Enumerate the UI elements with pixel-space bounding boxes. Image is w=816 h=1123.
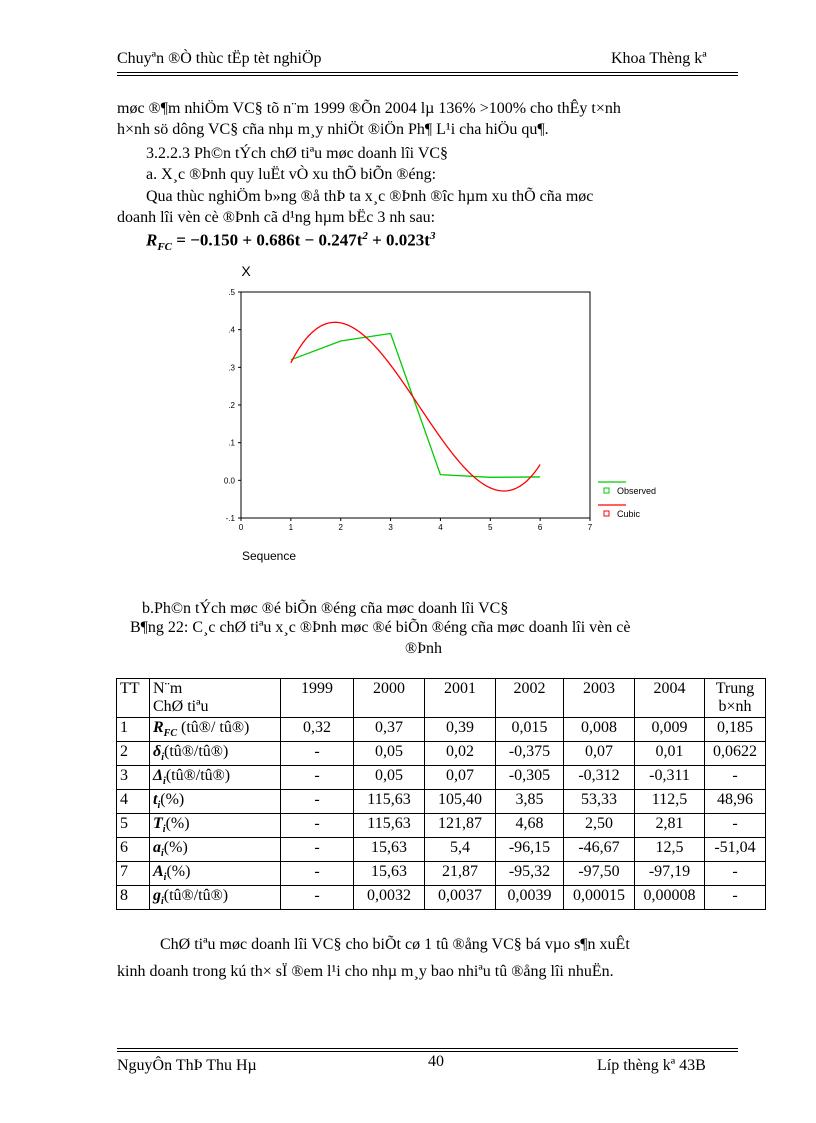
table-cell: 112,5 <box>635 790 705 814</box>
table-cell: 53,33 <box>564 790 635 814</box>
formula-exp2: 2 <box>362 230 368 242</box>
indicator-symbol: A <box>153 863 164 880</box>
row-index: 1 <box>117 718 150 742</box>
formula-lhs-sub: FC <box>157 241 173 254</box>
formula-exp3: 3 <box>429 230 436 242</box>
row-index: 2 <box>117 742 150 766</box>
col-header-year: 2001 <box>425 679 496 718</box>
subheading-b: b.Ph©n tÝch møc ®é biÕn ®éng cña møc doanh lîi VC§ <box>142 600 509 617</box>
row-index: 4 <box>117 790 150 814</box>
paragraph-line: doanh lîi vèn cè ®Þnh cã d¹ng hµm bËc 3 nh sau: <box>117 209 436 226</box>
y-tick-label: .5 <box>228 288 235 297</box>
table-cell: - <box>705 862 766 886</box>
x-tick-label: 2 <box>338 523 343 532</box>
table-cell: 0,07 <box>425 766 496 790</box>
table-cell: - <box>281 790 354 814</box>
table-cell: 115,63 <box>354 790 425 814</box>
col-header-year: 2004 <box>635 679 705 718</box>
indicator-unit: (tû®/tû®) <box>163 887 229 904</box>
y-tick-label: .3 <box>228 363 235 373</box>
indicator-unit: (tû®/tû®) <box>165 767 231 784</box>
indicator-symbol: T <box>153 815 163 832</box>
x-tick-label: 5 <box>488 523 493 532</box>
table-cell: -51,04 <box>705 838 766 862</box>
indicator-symbol: δ <box>153 743 162 760</box>
table-cell: 0,009 <box>635 718 705 742</box>
row-index: 8 <box>117 886 150 910</box>
footer-class: Líp thèng kª 43B <box>597 1057 706 1074</box>
row-indicator <box>150 718 281 742</box>
row-indicator <box>150 838 281 862</box>
table-header-row <box>117 679 766 718</box>
table-cell: 0,00015 <box>564 886 635 910</box>
indicator-subscript: i <box>161 848 164 860</box>
paragraph-line: kinh doanh trong kú th× sÏ ®em l¹i cho nhµ m¸y bao nhiªu tû ®ång lîi nhuËn. <box>117 963 614 980</box>
col-header-name1: N¨m <box>153 680 183 697</box>
legend-observed-label: Observed <box>617 486 657 496</box>
col-header-year: 2000 <box>354 679 425 718</box>
table-cell: 0,39 <box>425 718 496 742</box>
indicator-subscript: i <box>157 800 161 812</box>
formula-rhs-a: = −0.150 + 0.686t − 0.247t <box>172 230 363 250</box>
table-caption-2: ®Þnh <box>405 640 443 657</box>
indicator-unit: (tû®/tû®) <box>163 743 229 760</box>
table-cell: - <box>281 886 354 910</box>
table-cell: 0,05 <box>354 766 425 790</box>
page-number: 40 <box>428 1053 444 1070</box>
footer-author: NguyÔn ThÞ Thu Hµ <box>117 1057 257 1074</box>
x-tick-label: 6 <box>537 523 543 532</box>
table-cell: -0,312 <box>564 766 635 790</box>
formula-lhs: R <box>146 230 158 250</box>
table-cell: 4,68 <box>496 814 564 838</box>
table-cell: - <box>281 742 354 766</box>
y-tick-label: .1 <box>228 438 235 448</box>
table-cell: 48,96 <box>705 790 766 814</box>
col-header-avg2: b×nh <box>718 698 752 715</box>
indicator-subscript: i <box>161 752 164 764</box>
table-cell: - <box>281 862 354 886</box>
col-header-year: 1999 <box>281 679 354 718</box>
x-tick-label: 0 <box>238 523 244 532</box>
indicator-symbol: a <box>153 839 161 856</box>
indicator-unit: (%) <box>160 791 185 808</box>
table-cell: 15,63 <box>354 838 425 862</box>
table-cell: 0,01 <box>635 742 705 766</box>
data-table <box>116 678 766 910</box>
col-header-year: 2002 <box>496 679 564 718</box>
row-indicator <box>150 862 281 886</box>
table-cell: 0,00008 <box>635 886 705 910</box>
table-row <box>117 766 766 790</box>
table-cell: 2,50 <box>564 814 635 838</box>
table-cell: -0,311 <box>635 766 705 790</box>
indicator-subscript: i <box>163 872 167 884</box>
table-row <box>117 862 766 886</box>
cubic-line <box>291 322 540 491</box>
table-cell: 105,40 <box>425 790 496 814</box>
x-tick-label: 1 <box>288 523 294 532</box>
header-left: Chuyªn ®Ò thùc tËp tèt nghiÖp <box>117 50 322 67</box>
table-cell: -95,32 <box>496 862 564 886</box>
table-row <box>117 742 766 766</box>
subheading-a: a. X¸c ®Þnh quy luËt vÒ xu thÕ biÕn ®éng: <box>146 166 437 183</box>
table-cell: 0,185 <box>705 718 766 742</box>
footer-rule <box>117 1048 738 1049</box>
row-index: 6 <box>117 838 150 862</box>
indicator-symbol: t <box>153 791 158 808</box>
table-cell: 0,05 <box>354 742 425 766</box>
table-cell: 21,87 <box>425 862 496 886</box>
row-indicator <box>150 886 281 910</box>
table-cell: - <box>281 838 354 862</box>
row-indicator <box>150 766 281 790</box>
indicator-symbol: g <box>153 887 161 904</box>
paragraph-line: møc ®¶m nhiÖm VC§ tõ n¨m 1999 ®Õn 2004 lµ 136% >100% cho thÊy t×nh <box>117 100 621 117</box>
y-axis-label: X <box>241 263 251 279</box>
indicator-unit: (%) <box>166 863 191 880</box>
table-cell: 0,37 <box>354 718 425 742</box>
table-cell: 5,4 <box>425 838 496 862</box>
table-row <box>117 790 766 814</box>
indicator-subscript: i <box>162 824 166 836</box>
y-tick-label: -.1 <box>225 514 235 523</box>
table-cell: 0,0622 <box>705 742 766 766</box>
legend-observed-marker <box>604 488 609 493</box>
table-cell: 15,63 <box>354 862 425 886</box>
table-cell: -96,15 <box>496 838 564 862</box>
table-row <box>117 814 766 838</box>
table-cell: 0,32 <box>281 718 354 742</box>
table-cell: 0,008 <box>564 718 635 742</box>
col-header-name2: ChØ tiªu <box>153 698 209 715</box>
table-cell: - <box>705 766 766 790</box>
indicator-unit: (%) <box>163 839 188 856</box>
indicator-subscript: i <box>163 776 166 788</box>
x-tick-label: 3 <box>388 523 393 532</box>
observed-line <box>291 333 540 477</box>
x-axis-label: Sequence <box>241 549 297 563</box>
table-cell: 0,02 <box>425 742 496 766</box>
table-row <box>117 886 766 910</box>
formula-rhs-b: + 0.023t <box>367 230 430 250</box>
table-cell: 115,63 <box>354 814 425 838</box>
section-heading: 3.2.2.3 Ph©n tÝch chØ tiªu møc doanh lîi VC§ <box>146 145 449 162</box>
col-header-average <box>705 679 766 718</box>
table-cell: -97,50 <box>564 862 635 886</box>
col-header-avg1: Trung <box>715 680 755 697</box>
paragraph-line: h×nh sö dông VC§ cña nhµ m¸y nhiÖt ®iÖn Ph¶ L¹i cha hiÖu qu¶. <box>117 121 549 138</box>
table-row <box>117 718 766 742</box>
indicator-symbol: R <box>153 719 164 736</box>
indicator-symbol: Δ <box>153 767 164 784</box>
table-cell: 0,0039 <box>496 886 564 910</box>
table-cell: 0,07 <box>564 742 635 766</box>
footer-rule-2 <box>117 1051 738 1052</box>
x-tick-label: 4 <box>438 523 443 532</box>
table-cell: - <box>705 886 766 910</box>
legend-cubic-label: Cubic <box>617 509 641 519</box>
table-row <box>117 838 766 862</box>
row-indicator <box>150 790 281 814</box>
y-tick-label: 0.0 <box>223 476 235 486</box>
paragraph-line: ChØ tiªu møc doanh lîi VC§ cho biÕt cø 1 tû ®ång VC§ bá vµo s¶n xuÊt <box>160 936 630 953</box>
x-tick-label: 7 <box>587 523 593 532</box>
header-right: Khoa Thèng kª <box>611 50 707 67</box>
row-index: 7 <box>117 862 150 886</box>
table-cell: 2,81 <box>635 814 705 838</box>
table-cell: 0,0032 <box>354 886 425 910</box>
row-index: 3 <box>117 766 150 790</box>
table-caption: B¶ng 22: C¸c chØ tiªu x¸c ®Þnh møc ®é biÕn ®éng cña møc doanh lîi vèn cè <box>130 619 631 636</box>
table-cell: 3,85 <box>496 790 564 814</box>
row-indicator <box>150 742 281 766</box>
y-tick-label: .4 <box>228 325 235 335</box>
indicator-subscript: FC <box>163 728 178 740</box>
col-header-name <box>150 679 281 718</box>
indicator-unit: (%) <box>165 815 190 832</box>
indicator-subscript: i <box>161 896 164 908</box>
table-cell: 0,0037 <box>425 886 496 910</box>
col-header-tt: TT <box>117 679 150 718</box>
table-cell: -97,19 <box>635 862 705 886</box>
paragraph-line: Qua thùc nghiÖm b»ng ®å thÞ ta x¸c ®Þnh ®îc hµm xu thÕ cña møc <box>146 188 594 205</box>
table-cell: -0,305 <box>496 766 564 790</box>
y-tick-label: .2 <box>228 401 235 410</box>
row-indicator <box>150 814 281 838</box>
table-cell: - <box>281 814 354 838</box>
table-cell: 12,5 <box>635 838 705 862</box>
indicator-unit: (tû®/ tû®) <box>177 719 250 736</box>
table-cell: - <box>281 766 354 790</box>
col-header-year: 2003 <box>564 679 635 718</box>
table-cell: - <box>705 814 766 838</box>
row-index: 5 <box>117 814 150 838</box>
table-cell: 121,87 <box>425 814 496 838</box>
table-body <box>117 718 766 910</box>
legend-cubic-marker <box>604 511 609 516</box>
table-cell: -0,375 <box>496 742 564 766</box>
table-cell: -46,67 <box>564 838 635 862</box>
table-cell: 0,015 <box>496 718 564 742</box>
